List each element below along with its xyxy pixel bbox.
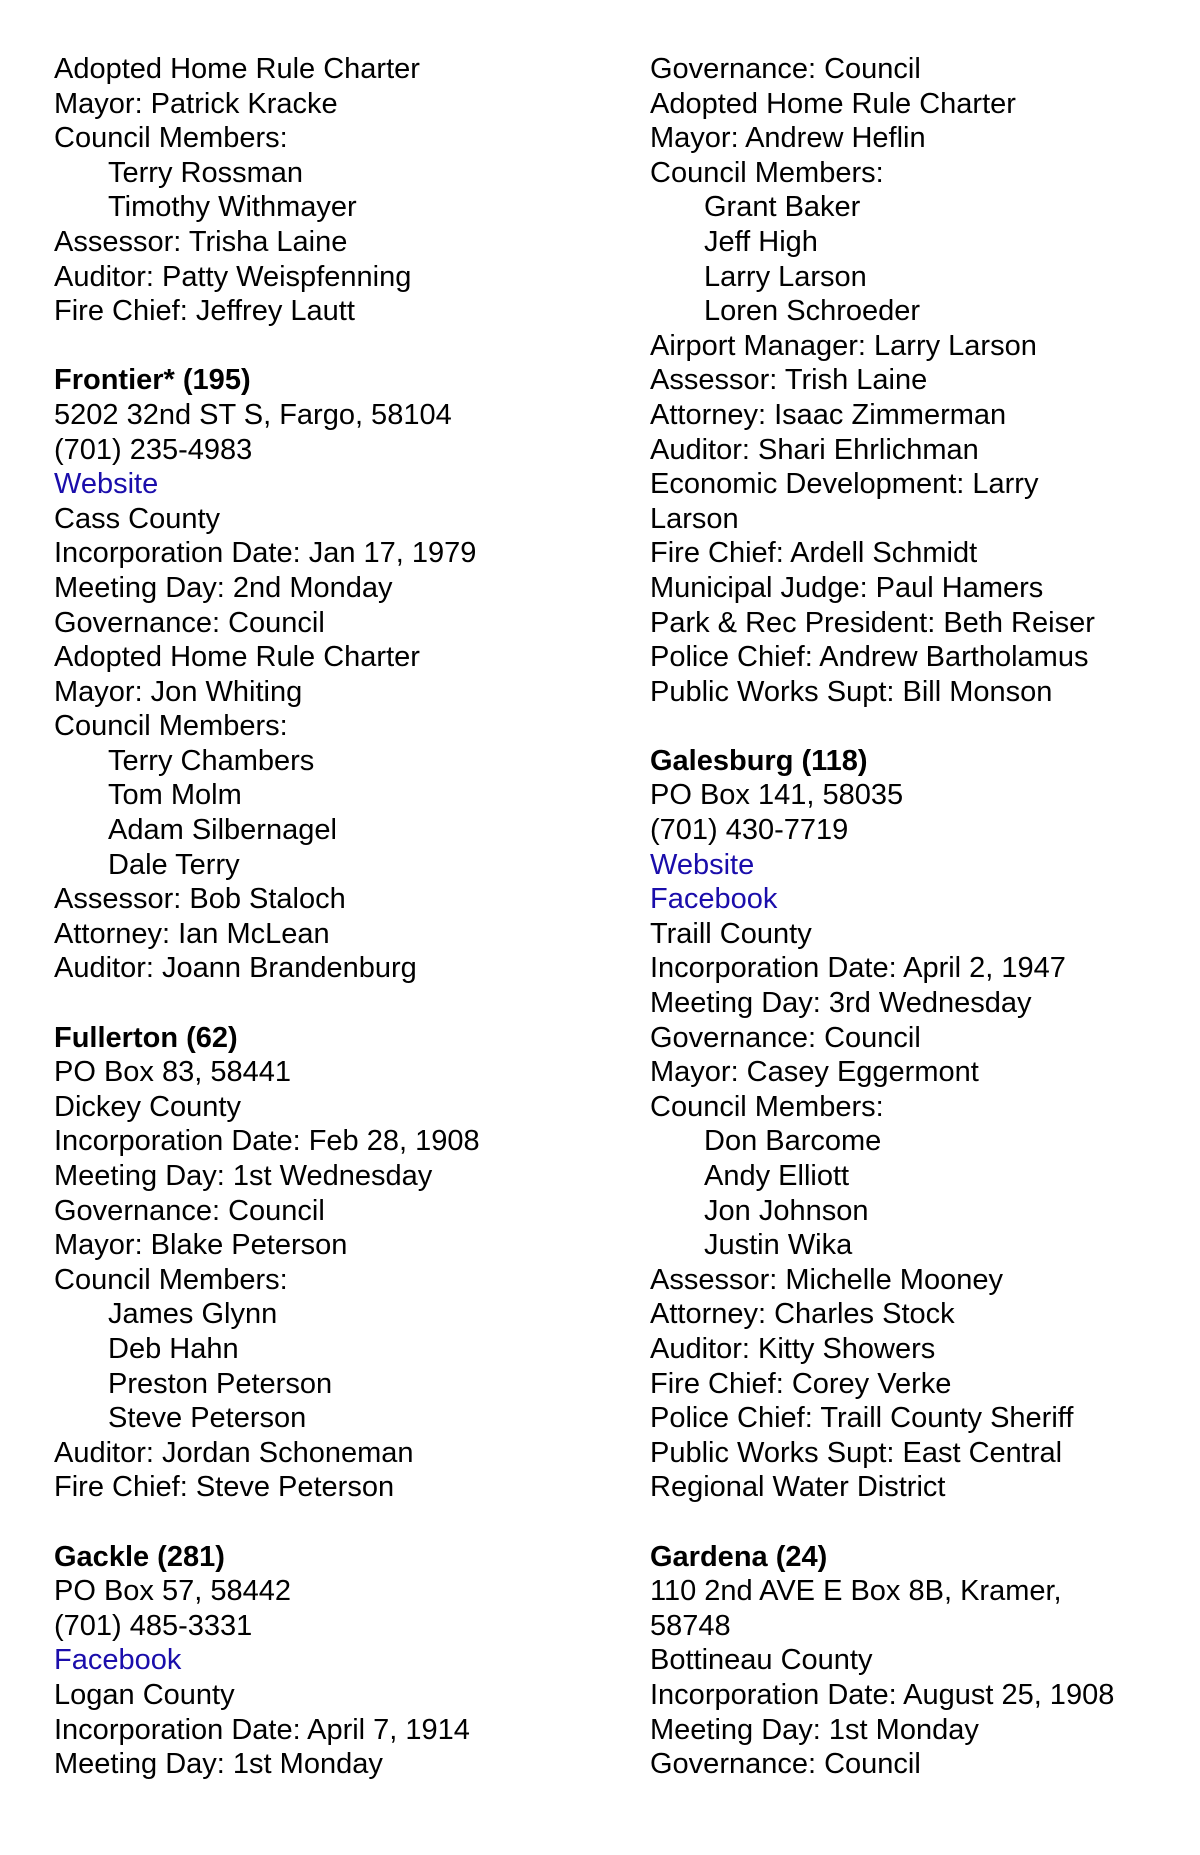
detail-line: (701) 485-3331: [54, 1609, 253, 1642]
left-column: [54, 52, 634, 1782]
council-member: Steve Peterson: [108, 1402, 307, 1435]
detail-line: Council Members:: [54, 122, 288, 155]
detail-line: Governance: Council: [650, 1748, 921, 1781]
detail-line: Mayor: Patrick Kracke: [54, 87, 338, 120]
council-member: Timothy Withmayer: [108, 191, 357, 224]
detail-line: (701) 235-4983: [54, 433, 253, 466]
council-member: Deb Hahn: [108, 1332, 239, 1365]
detail-line: Public Works Supt: East Central: [650, 1436, 1063, 1469]
council-member: Andy Elliott: [704, 1160, 850, 1192]
detail-line: Police Chief: Andrew Bartholamus: [650, 641, 1089, 674]
detail-line: Mayor: Andrew Heflin: [650, 122, 926, 155]
council-member: Larry Larson: [704, 260, 867, 293]
section-spacer: [54, 329, 634, 364]
detail-line: Incorporation Date: August 25, 1908: [650, 1678, 1115, 1711]
council-member: Grant Baker: [704, 191, 861, 224]
detail-line: Council Members:: [54, 1263, 288, 1296]
detail-line: Incorporation Date: Jan 17, 1979: [54, 537, 477, 570]
detail-line: Auditor: Shari Ehrlichman: [650, 433, 979, 466]
detail-line: Assessor: Trisha Laine: [54, 225, 348, 258]
detail-line: Mayor: Casey Eggermont: [650, 1056, 979, 1089]
section-spacer: [650, 1505, 1190, 1540]
council-member: Jeff High: [704, 225, 818, 258]
detail-line: PO Box 57, 58442: [54, 1575, 291, 1608]
detail-line: Incorporation Date: April 7, 1914: [54, 1713, 470, 1746]
detail-line: Mayor: Blake Peterson: [54, 1229, 348, 1262]
detail-line: (701) 430-7719: [650, 814, 849, 847]
council-member: Tom Molm: [108, 779, 242, 812]
city-heading-gackle-281: Gackle (281): [54, 1540, 225, 1573]
detail-line: Adopted Home Rule Charter: [54, 53, 420, 85]
detail-line: Governance: Council: [54, 1194, 325, 1227]
council-member: Don Barcome: [704, 1125, 882, 1158]
detail-line: Assessor: Bob Staloch: [54, 883, 346, 916]
detail-line: Auditor: Kitty Showers: [650, 1332, 936, 1365]
detail-line: Park & Rec President: Beth Reiser: [650, 606, 1095, 639]
detail-line: Attorney: Ian McLean: [54, 917, 330, 950]
detail-line: Airport Manager: Larry Larson: [650, 329, 1037, 362]
detail-line: Larson: [650, 502, 739, 535]
detail-line: Auditor: Jordan Schoneman: [54, 1436, 414, 1469]
city-heading-frontier-195: Frontier* (195): [54, 364, 251, 397]
council-member: James Glynn: [108, 1298, 278, 1331]
council-member: Terry Chambers: [108, 744, 315, 777]
website-link[interactable]: Website: [54, 468, 159, 501]
detail-line: Governance: Council: [54, 606, 325, 639]
detail-line: Regional Water District: [650, 1471, 946, 1504]
council-member: Preston Peterson: [108, 1367, 333, 1400]
detail-line: Meeting Day: 1st Wednesday: [54, 1160, 433, 1192]
detail-line: Municipal Judge: Paul Hamers: [650, 571, 1044, 604]
city-heading-fullerton-62: Fullerton (62): [54, 1021, 238, 1054]
detail-line: 110 2nd AVE E Box 8B, Kramer,: [650, 1575, 1062, 1608]
detail-line: Auditor: Joann Brandenburg: [54, 952, 417, 985]
detail-line: Council Members:: [54, 710, 288, 743]
detail-line: Cass County: [54, 502, 221, 535]
council-member: Justin Wika: [704, 1229, 853, 1262]
detail-line: Governance: Council: [650, 1021, 921, 1054]
detail-line: Mayor: Jon Whiting: [54, 675, 303, 708]
detail-line: Dickey County: [54, 1090, 241, 1123]
section-spacer: [650, 709, 1190, 744]
detail-line: Bottineau County: [650, 1644, 873, 1677]
detail-line: Public Works Supt: Bill Monson: [650, 675, 1053, 708]
city-heading-galesburg-118: Galesburg (118): [650, 744, 868, 777]
detail-line: Council Members:: [650, 156, 884, 189]
detail-line: Fire Chief: Jeffrey Lautt: [54, 295, 355, 328]
council-member: Dale Terry: [108, 848, 240, 881]
council-member: Jon Johnson: [704, 1194, 869, 1227]
detail-line: Meeting Day: 1st Monday: [54, 1748, 383, 1781]
detail-line: Attorney: Charles Stock: [650, 1298, 955, 1331]
detail-line: Assessor: Trish Laine: [650, 364, 928, 397]
council-member: Adam Silbernagel: [108, 814, 337, 847]
detail-line: Meeting Day: 1st Monday: [650, 1713, 979, 1746]
section-spacer: [54, 1505, 634, 1540]
detail-line: PO Box 83, 58441: [54, 1056, 291, 1089]
detail-line: Logan County: [54, 1678, 235, 1711]
detail-line: Fire Chief: Steve Peterson: [54, 1471, 395, 1504]
city-heading-gardena-24: Gardena (24): [650, 1540, 828, 1573]
council-member: Terry Rossman: [108, 156, 303, 189]
detail-line: Incorporation Date: April 2, 1947: [650, 952, 1066, 985]
detail-line: Traill County: [650, 917, 812, 950]
website-link[interactable]: Website: [650, 848, 755, 881]
section-spacer: [54, 986, 634, 1021]
detail-line: Meeting Day: 2nd Monday: [54, 571, 393, 604]
detail-line: Attorney: Isaac Zimmerman: [650, 398, 1007, 431]
council-member: Loren Schroeder: [704, 295, 921, 328]
detail-line: Auditor: Patty Weispfenning: [54, 260, 412, 293]
detail-line: Incorporation Date: Feb 28, 1908: [54, 1125, 480, 1158]
detail-line: Adopted Home Rule Charter: [54, 641, 420, 674]
detail-line: Fire Chief: Ardell Schmidt: [650, 537, 978, 570]
detail-line: Assessor: Michelle Mooney: [650, 1263, 1003, 1296]
detail-line: 5202 32nd ST S, Fargo, 58104: [54, 398, 452, 431]
facebook-link[interactable]: Facebook: [650, 883, 778, 916]
detail-line: Economic Development: Larry: [650, 468, 1039, 501]
detail-line: Police Chief: Traill County Sheriff: [650, 1402, 1074, 1435]
detail-line: Adopted Home Rule Charter: [650, 87, 1016, 120]
detail-line: Fire Chief: Corey Verke: [650, 1367, 952, 1400]
right-column: [650, 52, 1190, 1782]
detail-line: Council Members:: [650, 1090, 884, 1123]
detail-line: PO Box 141, 58035: [650, 779, 904, 812]
facebook-link[interactable]: Facebook: [54, 1644, 182, 1677]
detail-line: Governance: Council: [650, 53, 921, 85]
detail-line: Meeting Day: 3rd Wednesday: [650, 987, 1032, 1020]
detail-line: 58748: [650, 1609, 731, 1642]
